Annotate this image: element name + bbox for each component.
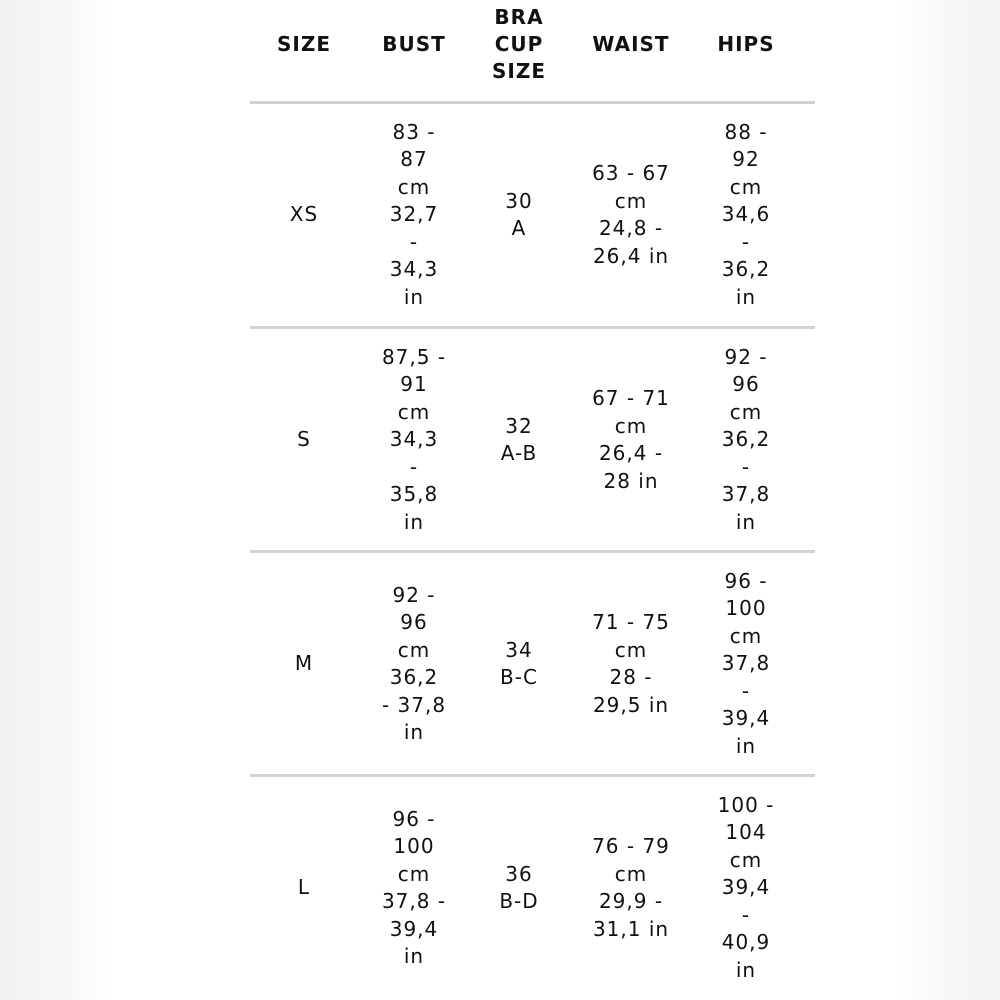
hips-line: 100 - [717, 792, 775, 817]
cell-bra-cup-size [470, 329, 568, 551]
waist-line: 28 - [609, 665, 653, 689]
bust-line: - 37,8 [381, 692, 447, 717]
waist-line: cm [614, 413, 648, 438]
right-background-shade [895, 0, 1000, 1000]
cell-waist [568, 104, 694, 326]
hips-line: 96 [732, 372, 760, 397]
bust-line: 37,8 - [381, 889, 447, 913]
bust-line: in [403, 509, 425, 534]
header-bust [358, 0, 470, 88]
bust-line: cm [397, 174, 431, 199]
hips-line: 36,2 [721, 427, 771, 452]
bust-line: cm [397, 861, 431, 886]
waist-line: 63 - 67 [592, 161, 670, 185]
bust-line: 35,8 [389, 482, 439, 507]
hips-line: - [741, 678, 751, 703]
hips-line: 37,8 [721, 651, 771, 676]
bust-line: 96 [400, 610, 428, 634]
hips-line: 88 - [724, 119, 768, 144]
waist-line: 71 - 75 [592, 610, 670, 634]
bust-line: 92 - [392, 582, 436, 607]
bust-line: 91 [400, 372, 428, 397]
cup-line: 30 [505, 188, 533, 213]
bust-line: in [403, 944, 425, 968]
table-row-m [250, 553, 815, 775]
cell-waist [568, 777, 694, 999]
cell-bust [358, 553, 470, 775]
header-waist [568, 0, 694, 88]
size-value: M [294, 651, 314, 676]
table-row-xs [250, 104, 815, 326]
table-row-s [250, 329, 815, 551]
cup-line: 32 [505, 413, 533, 438]
header-size-label: SIZE [276, 31, 331, 56]
cell-bust [358, 777, 470, 999]
waist-line: cm [614, 637, 648, 662]
cell-hips [694, 777, 798, 999]
hips-line: in [735, 284, 757, 309]
cell-size [250, 553, 358, 775]
bust-line: 100 [393, 834, 435, 858]
size-value: L [297, 875, 311, 900]
hips-line: cm [729, 847, 763, 872]
header-hips-label: HIPS [717, 31, 775, 56]
hips-line: 40,9 [721, 930, 771, 955]
hips-line: 104 [725, 820, 767, 845]
header-hips [694, 0, 798, 88]
table-header-row [250, 0, 815, 103]
header-size [250, 0, 358, 88]
bust-line: 96 - [392, 806, 436, 831]
cell-bra-cup-size [470, 553, 568, 775]
hips-line: cm [729, 623, 763, 648]
cup-line: B-D [499, 889, 539, 913]
waist-line: 67 - 71 [592, 386, 670, 410]
waist-line: 31,1 in [592, 916, 670, 941]
waist-line: 26,4 - [598, 441, 664, 465]
hips-line: 39,4 [721, 875, 771, 900]
hips-line: 96 - [724, 568, 768, 593]
header-bra-cup-size [470, 0, 568, 88]
cell-bust [358, 329, 470, 551]
bust-line: in [403, 720, 425, 744]
hips-line: - [741, 229, 751, 254]
hips-line: 34,6 [721, 202, 771, 227]
header-cup-line-1: BRA [494, 4, 544, 29]
bust-line: 39,4 [389, 916, 439, 941]
cup-line: B-C [500, 665, 538, 689]
size-chart-table [250, 0, 815, 1000]
cell-size [250, 329, 358, 551]
cell-waist [568, 553, 694, 775]
cell-size [250, 104, 358, 326]
hips-line: in [735, 509, 757, 534]
bust-line: cm [397, 637, 431, 662]
hips-line: - [741, 902, 751, 927]
cell-size [250, 777, 358, 999]
hips-line: 92 - [724, 344, 768, 369]
left-background-shade [0, 0, 110, 1000]
size-value: XS [289, 202, 319, 227]
bust-line: 83 - [392, 119, 436, 144]
hips-line: in [735, 733, 757, 758]
header-cup-line-3: SIZE [491, 58, 546, 83]
hips-line: cm [729, 399, 763, 424]
cup-line: 34 [505, 637, 533, 662]
hips-line: 39,4 [721, 706, 771, 731]
cup-line: 36 [505, 861, 533, 886]
bust-line: - [409, 454, 419, 479]
hips-line: in [735, 957, 757, 982]
hips-line: 37,8 [721, 482, 771, 507]
waist-line: 29,9 - [598, 889, 664, 913]
bust-line: 87,5 - [381, 344, 447, 369]
cell-hips [694, 329, 798, 551]
cell-hips [694, 104, 798, 326]
bust-line: 87 [400, 147, 428, 172]
hips-line: cm [729, 174, 763, 199]
size-value: S [297, 427, 311, 452]
cell-hips [694, 553, 798, 775]
bust-line: 34,3 [389, 427, 439, 452]
bust-line: - [409, 229, 419, 254]
waist-line: cm [614, 861, 648, 886]
waist-line: 76 - 79 [592, 834, 670, 858]
cell-bra-cup-size [470, 104, 568, 326]
bust-line: in [403, 284, 425, 309]
bust-line: 34,3 [389, 257, 439, 282]
cup-line: A [511, 216, 527, 240]
waist-line: 26,4 in [592, 243, 670, 268]
header-waist-label: WAIST [592, 31, 670, 56]
hips-line: - [741, 454, 751, 479]
hips-line: 100 [725, 596, 767, 621]
header-cup-line-2: CUP [494, 31, 544, 56]
waist-line: 24,8 - [598, 216, 664, 240]
waist-line: 29,5 in [592, 692, 670, 717]
header-bust-label: BUST [382, 31, 446, 56]
table-row-l [250, 777, 815, 999]
waist-line: cm [614, 188, 648, 213]
cell-bra-cup-size [470, 777, 568, 999]
waist-line: 28 in [603, 468, 659, 493]
hips-line: 36,2 [721, 257, 771, 282]
cell-waist [568, 329, 694, 551]
bust-line: cm [397, 399, 431, 424]
cell-bust [358, 104, 470, 326]
cup-line: A-B [500, 441, 538, 465]
hips-line: 92 [732, 147, 760, 172]
bust-line: 32,7 [389, 202, 439, 227]
bust-line: 36,2 [389, 665, 439, 689]
